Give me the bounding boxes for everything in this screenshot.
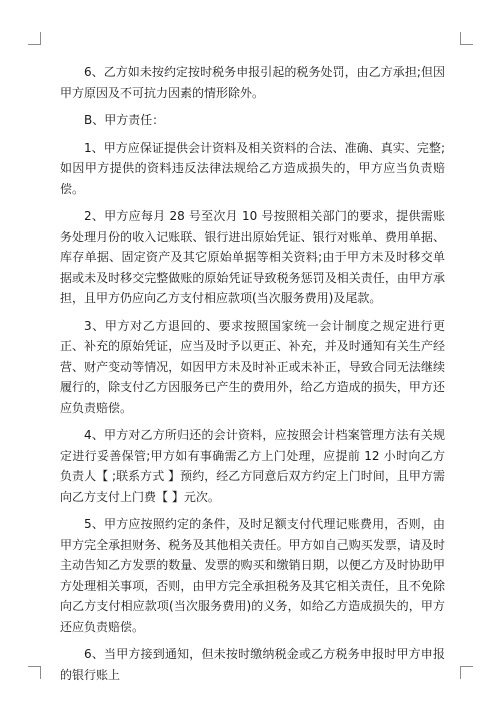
crop-mark-top-right xyxy=(460,32,473,45)
clause-b4-paragraph: 4、甲方对乙方所归还的会计资料，应按照会计档案管理方法有关规定进行妥善保管;甲方如有事确需乙方上门处理，应提前 12 小时向乙方负责人【 ;联系方式 】预约，经乙方同意后双方约定上门时间，且甲方需向乙方支付上门费【 】元次。 xyxy=(60,428,445,504)
document-body xyxy=(60,62,445,692)
crop-mark-bottom-left xyxy=(28,666,41,679)
clause-b5-paragraph: 5、甲方应按照约定的条件，及时足额支付代理记账费用，否则，由甲方完全承担财务、税务及其他相关责任。甲方如自己购买发票，请及时主动告知乙方发票的数量、发票的购买和缴销日期，以便乙方及时协助甲方处理相关事项，否则，由甲方完全承担税务及其它相关责任，且不免除向乙方支付相应款项(当次服务费用)的义务，如给乙方造成损失的，甲方还应负责赔偿。 xyxy=(60,517,445,634)
crop-mark-top-left xyxy=(28,32,41,45)
crop-mark-bottom-right xyxy=(460,666,473,679)
section-b-heading: B、甲方责任： xyxy=(84,113,165,127)
clause-b2-paragraph: 2、甲方应每月 28 号至次月 10 号按照相关部门的要求，提供需账务处理月份的收入记账联、银行进出原始凭证、银行对账单、费用单据、库存单据、固定资产及其它原始单据等相关资料;由于甲方未及时移交单据或未及时移交完整做账的原始凭证导致税务惩罚及相关责任，由甲方承担，且甲方仍应向乙方支付相应款项(当次服务费用)及尾款。 xyxy=(60,209,445,305)
clause-b6-paragraph: 6、当甲方接到通知，但未按时缴纳税金或乙方税务申报时甲方申报的银行账上 xyxy=(60,647,445,682)
clause-b3-paragraph: 3、甲方对乙方退回的、要求按照国家统一会计制度之规定进行更正、补充的原始凭证，应当及时予以更正、补充，并及时通知有关生产经营、财产变动等情况，如因甲方未及时补正或未补正，导致合同无法继续履行的，除支付乙方因服务已产生的费用外，给乙方造成的损失，甲方还应负责赔偿。 xyxy=(60,318,445,415)
clause-b1-paragraph: 1、甲方应保证提供会计资料及相关资料的合法、准确、真实、完整;如因甲方提供的资料违反法律法规给乙方造成损失的，甲方应当负责赔偿。 xyxy=(60,140,445,196)
clause-a6-paragraph: 6、乙方如未按约定按时税务申报引起的税务处罚，由乙方承担;但因甲方原因及不可抗力因素的情形除外。 xyxy=(60,65,445,100)
